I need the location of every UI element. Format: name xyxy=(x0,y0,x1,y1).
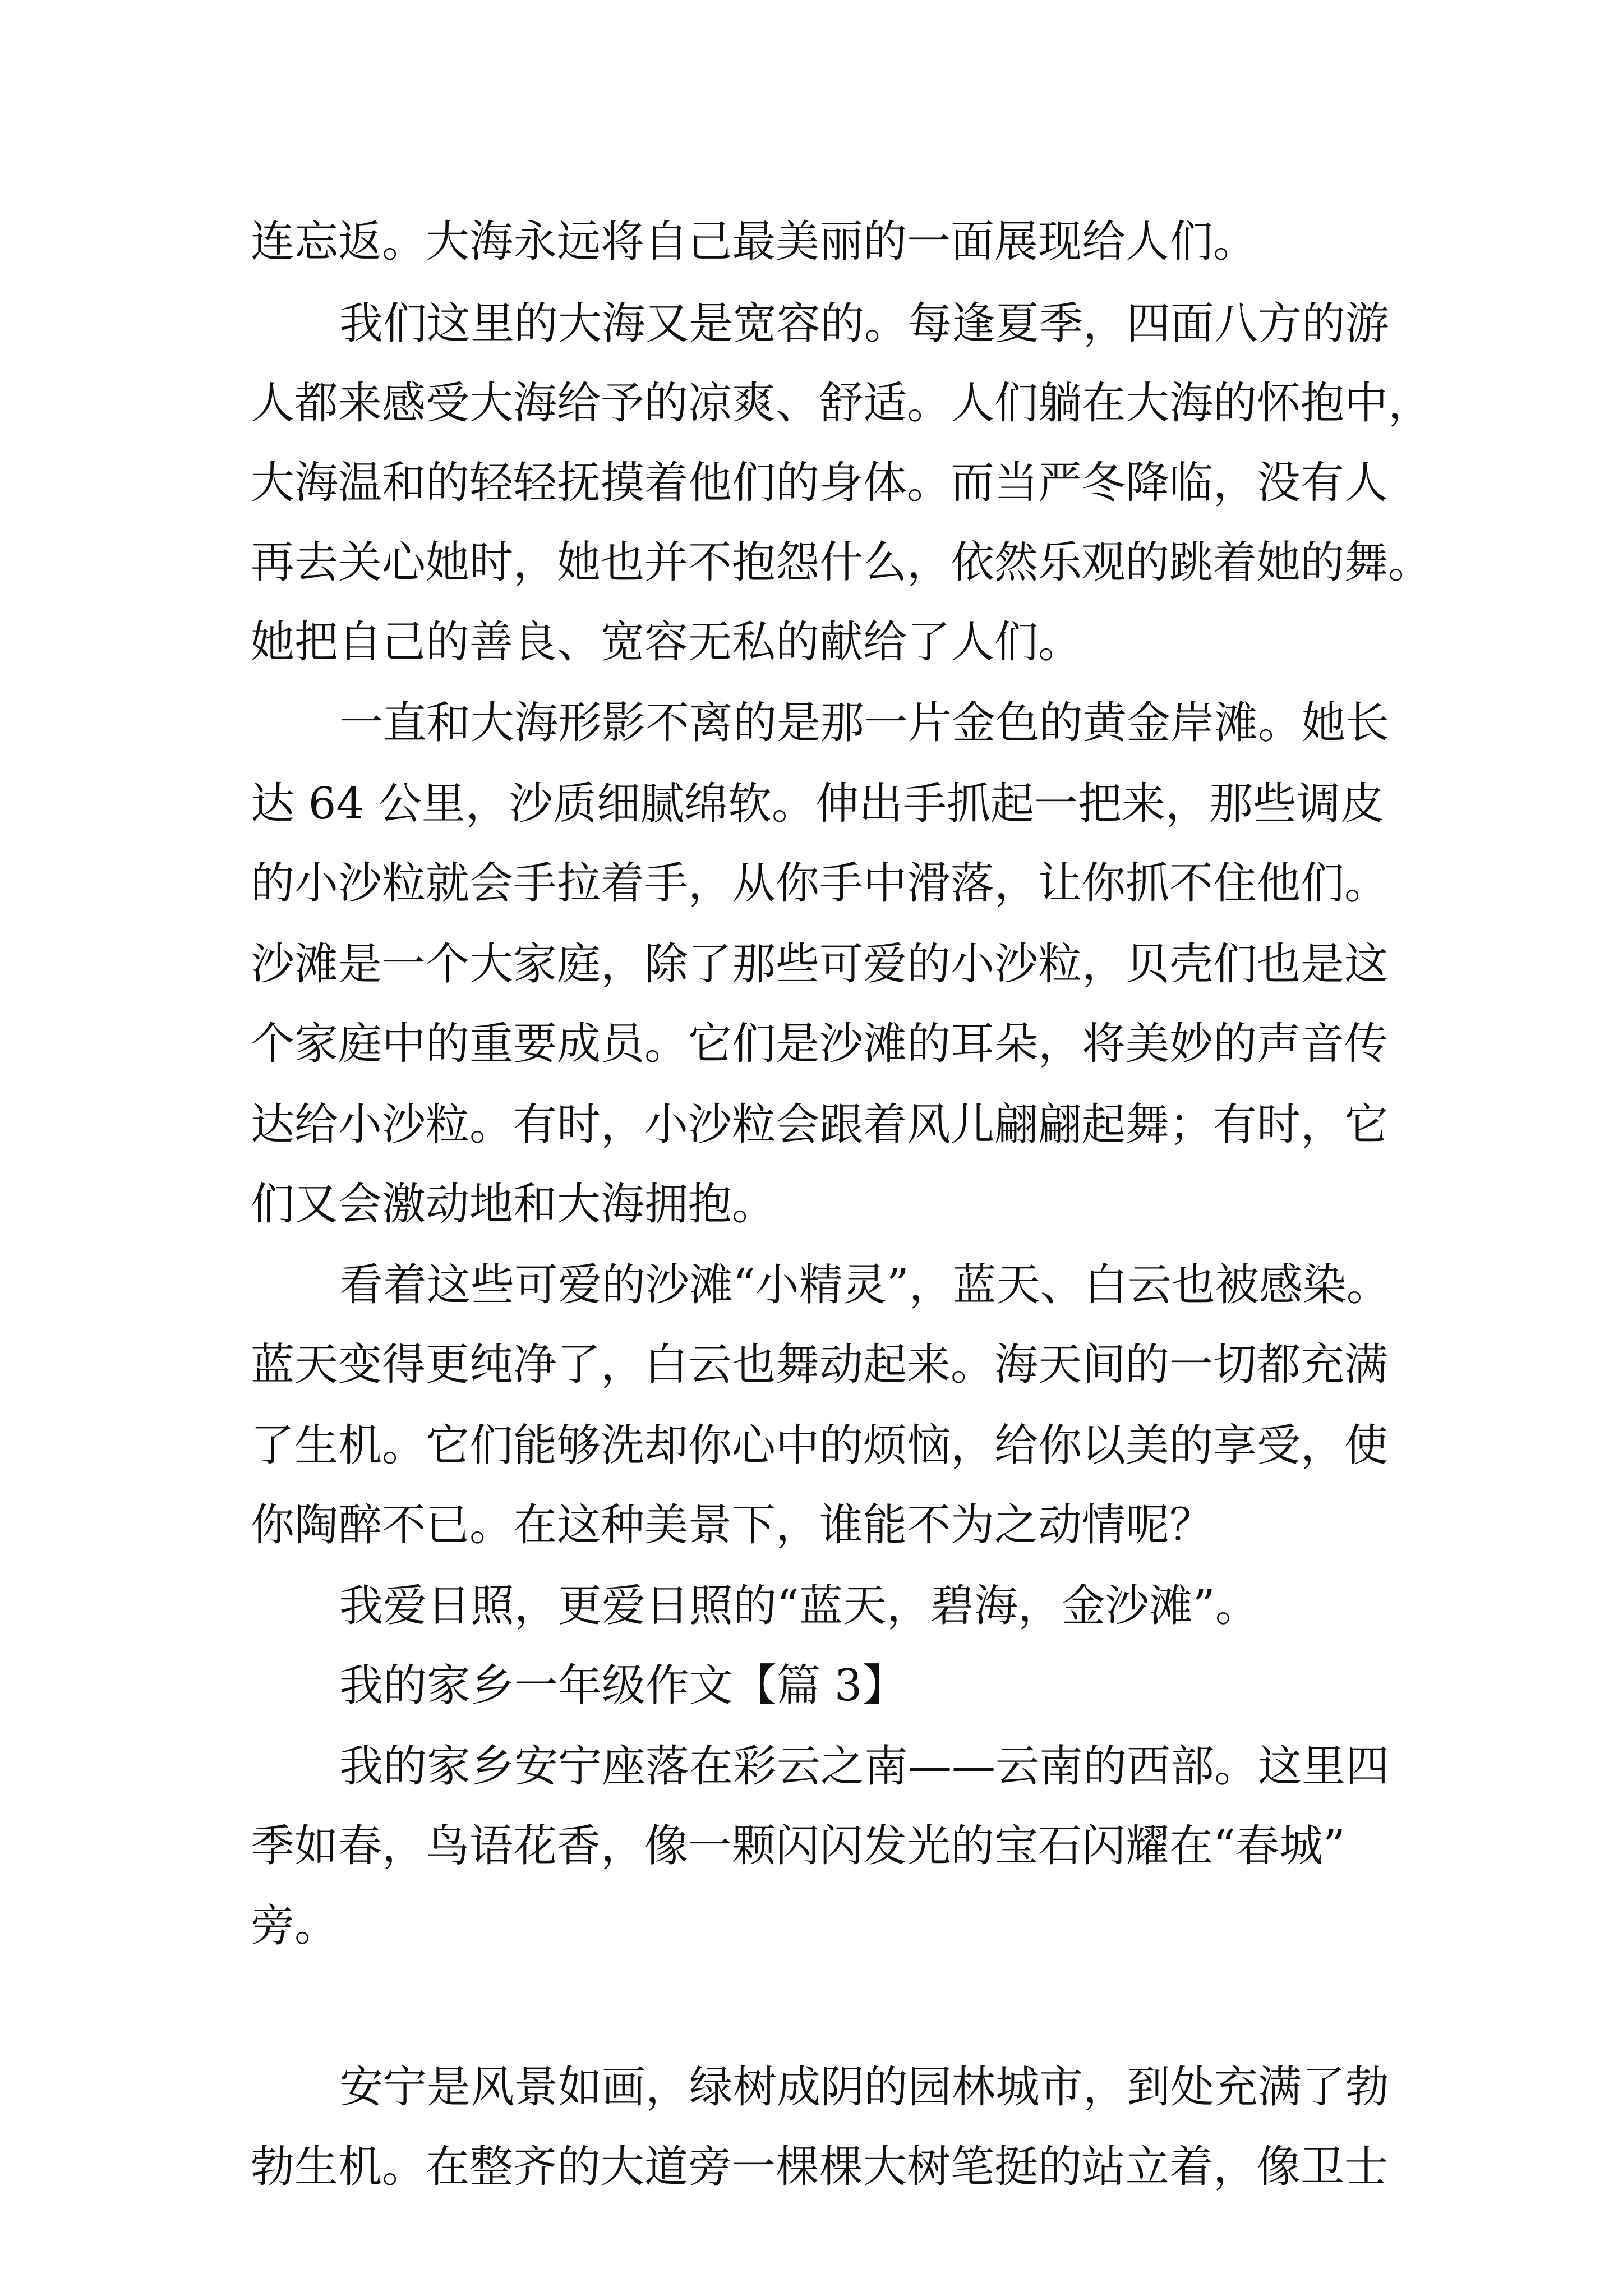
text-line: 们又会激动地和大海拥抱。 xyxy=(251,1179,776,1230)
paragraph-start-line: 一直和大海形影不离的是那一片金色的黄金岸滩。她长 xyxy=(339,698,1390,748)
text-line: 大海温和的轻轻抚摸着他们的身体。而当严冬降临，没有人 xyxy=(251,458,1389,508)
text-line: 蓝天变得更纯净了，白云也舞动起来。海天间的一切都充满 xyxy=(251,1340,1389,1390)
text-line: 个家庭中的重要成员。它们是沙滩的耳朵，将美妙的声音传 xyxy=(251,1019,1389,1069)
text-line: 沙滩是一个大家庭，除了那些可爱的小沙粒，贝壳们也是这 xyxy=(251,939,1389,990)
paragraph-start-line: 我的家乡安宁座落在彩云之南——云南的西部。这里四 xyxy=(339,1741,1390,1792)
text-line: 你陶醉不已。在这种美景下，谁能不为之动情呢？ xyxy=(251,1500,1214,1550)
section-heading: 我的家乡一年级作文【篇 3】 xyxy=(339,1660,906,1711)
text-line: 的小沙粒就会手拉着手，从你手中滑落，让你抓不住他们。 xyxy=(251,858,1389,909)
text-line: 了生机。它们能够洗却你心中的烦恼，给你以美的享受，使 xyxy=(251,1420,1389,1471)
paragraph-start-line: 我爱日照，更爱日照的“蓝天，碧海，金沙滩”。 xyxy=(339,1581,1259,1631)
text-line: 旁。 xyxy=(251,1901,339,1951)
text-line: 勃生机。在整齐的大道旁一棵棵大树笔挺的站立着，像卫士 xyxy=(251,2142,1389,2192)
text-line: 季如春，鸟语花香，像一颗闪闪发光的宝石闪耀在“春城” xyxy=(251,1821,1345,1871)
text-line: 她把自己的善良、宽容无私的献给了人们。 xyxy=(251,617,1082,668)
text-line: 人都来感受大海给予的凉爽、舒适。人们躺在大海的怀抱中， xyxy=(251,378,1432,429)
text-line: 连忘返。大海永远将自己最美丽的一面展现给人们。 xyxy=(251,217,1257,267)
paragraph-start-line: 看着这些可爱的沙滩“小精灵”，蓝天、白云也被感染。 xyxy=(339,1260,1390,1310)
paragraph-start-line: 安宁是风景如画，绿树成阴的园林城市，到处充满了勃 xyxy=(339,2062,1390,2113)
paragraph-start-line: 我们这里的大海又是宽容的。每逢夏季，四面八方的游 xyxy=(339,298,1390,349)
text-line: 再去关心她时，她也并不抱怨什么，依然乐观的跳着她的舞。 xyxy=(251,537,1432,588)
text-line: 达 64 公里，沙质细腻绵软。伸出手抓起一把来，那些调皮 xyxy=(251,779,1384,829)
text-line: 达给小沙粒。有时，小沙粒会跟着风儿翩翩起舞；有时，它 xyxy=(251,1099,1389,1150)
